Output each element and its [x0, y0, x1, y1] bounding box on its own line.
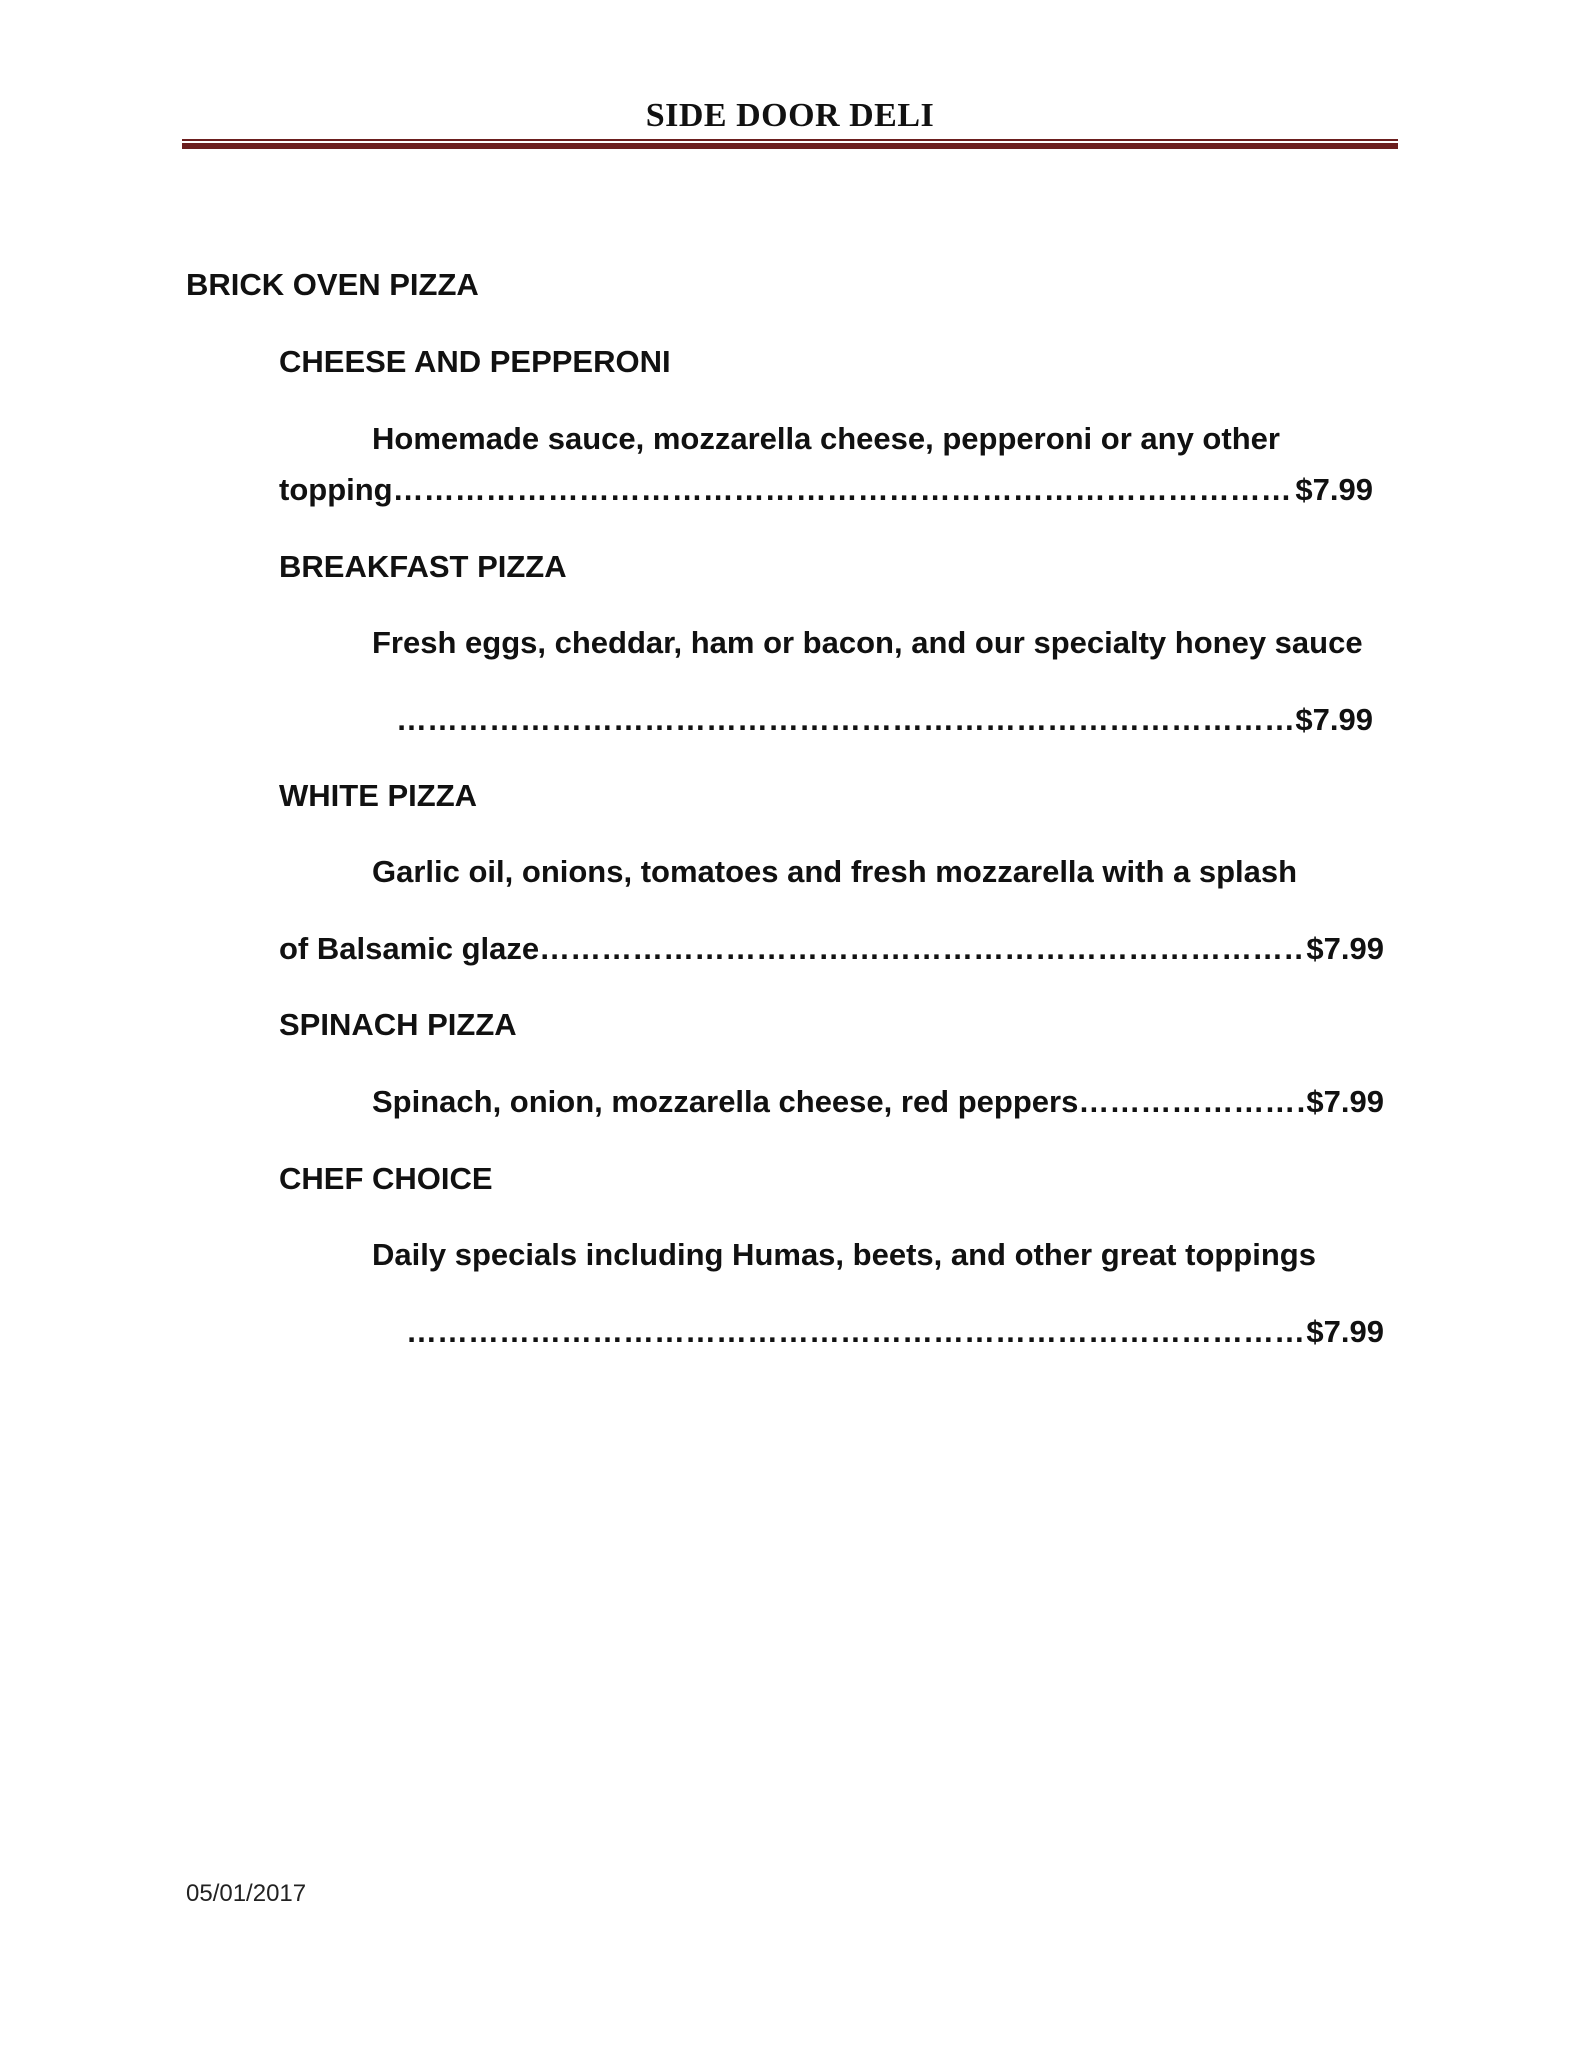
- dot-leader: [406, 1313, 1306, 1351]
- footer-date: 05/01/2017: [186, 1880, 307, 1907]
- menu-item-name: CHEESE AND PEPPERONI: [279, 344, 671, 379]
- menu-item-description-cont: of Balsamic glaze: [279, 931, 540, 966]
- menu-item-description: Spinach, onion, mozzarella cheese, red peppers: [372, 1084, 1079, 1119]
- menu-item-price: $7.99: [1306, 931, 1384, 966]
- menu-item-name: WHITE PIZZA: [279, 778, 478, 813]
- menu-item-price-line: [372, 1083, 1384, 1121]
- menu-item-price-line: [279, 471, 1373, 509]
- menu-item-description: Fresh eggs, cheddar, ham or bacon, and our specialty honey sauce: [372, 625, 1363, 660]
- dot-leader: [539, 930, 1306, 968]
- menu-item-price-line: [396, 701, 1373, 739]
- menu-item-name: CHEF CHOICE: [279, 1161, 493, 1196]
- menu-item-price: $7.99: [1295, 702, 1373, 737]
- dot-leader: [1078, 1083, 1306, 1121]
- menu-item-description: Daily specials including Humas, beets, and other great toppings: [372, 1237, 1316, 1272]
- dot-leader: [396, 701, 1295, 739]
- menu-item-name: SPINACH PIZZA: [279, 1007, 517, 1042]
- menu-item-price: $7.99: [1306, 1314, 1384, 1349]
- page-title: SIDE DOOR DELI: [645, 97, 935, 134]
- menu-item-description-cont: topping: [279, 472, 393, 507]
- dot-leader: [393, 471, 1296, 509]
- section-title: BRICK OVEN PIZZA: [186, 267, 479, 302]
- menu-item-description: Garlic oil, onions, tomatoes and fresh mozzarella with a splash: [372, 854, 1298, 889]
- menu-item-price: $7.99: [1306, 1084, 1384, 1119]
- menu-item-price-line: [279, 930, 1384, 968]
- menu-item-price: $7.99: [1295, 472, 1373, 507]
- menu-item-price-line: [406, 1313, 1384, 1351]
- menu-item-description: Homemade sauce, mozzarella cheese, pepperoni or any other: [372, 421, 1280, 456]
- menu-item-name: BREAKFAST PIZZA: [279, 549, 567, 584]
